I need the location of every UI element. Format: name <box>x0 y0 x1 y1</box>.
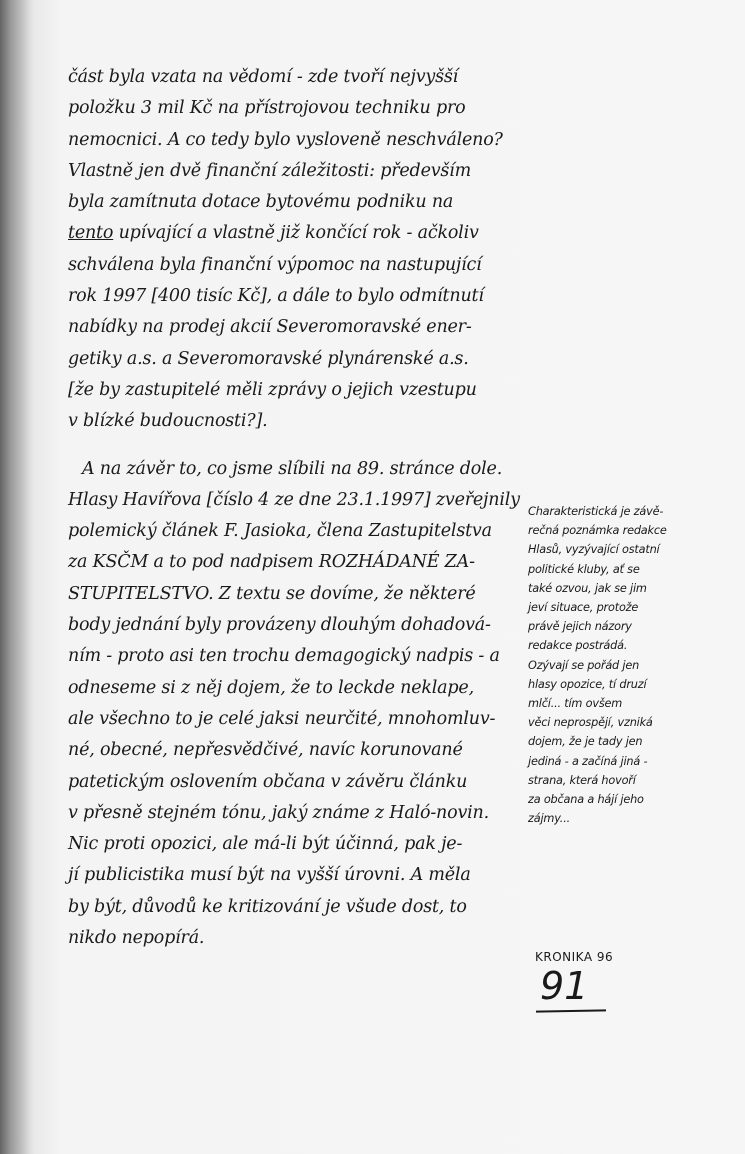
text-line: getiky a.s. a Severomoravské plynárenské a.s. <box>68 348 469 369</box>
text-line: Hlasy Havířova [číslo 4 ze dne 23.1.1997] zveřejnily <box>68 489 520 510</box>
note-line: redakce postrádá. <box>528 639 628 653</box>
text-line: schválena byla finanční výpomoc na nastupující <box>68 254 482 275</box>
note-line: Charakteristická je závě- <box>528 505 664 518</box>
text-line: by být, důvodů ke kritizování je všude dost, to <box>68 896 467 917</box>
text-line: STUPITELSTVO. Z textu se dovíme, že některé <box>68 583 476 604</box>
text-line <box>68 218 538 249</box>
note-line: dojem, že je tady jen <box>528 735 643 749</box>
margin-note <box>528 502 728 828</box>
note-line: jediná - a začíná jiná - <box>528 754 648 768</box>
text-line: Vlastně jen dvě finanční záležitosti: především <box>68 160 471 181</box>
note-line: strana, která hovoří <box>528 773 636 787</box>
page-number: 91 <box>540 964 589 1008</box>
text-line: v přesně stejném tónu, jaký známe z Haló-novin. <box>68 802 489 823</box>
chronicle-label: KRONIKA 96 <box>535 950 614 964</box>
text-line: ale všechno to je celé jaksi neurčité, mnohomluv- <box>68 708 496 729</box>
text-line: [že by zastupitelé měli zprávy o jejich vzestupu <box>68 379 477 400</box>
text-line: nabídky na prodej akcií Severomoravské ener- <box>68 317 472 338</box>
text-line: část byla vzata na vědomí - zde tvoří nejvyšší <box>68 67 459 87</box>
note-line: také ozvou, jak se jim <box>528 581 647 595</box>
text-line: patetickým oslovením občana v závěru článku <box>68 771 468 792</box>
text-line-rest: upívající a vlastně již končící rok - ačkoliv <box>113 223 479 244</box>
text-line: body jednání byly provázeny dlouhým dohadová- <box>68 615 491 636</box>
text-line: polemický článek F. Jasioka, člena Zastupitelstva <box>68 521 492 542</box>
main-text-column <box>68 62 538 954</box>
paragraph-gap <box>68 438 538 454</box>
note-line: věci neprospějí, vzniká <box>528 716 653 730</box>
note-line: za občana a hájí jeho <box>528 793 644 807</box>
text-line: né, obecné, nepřesvědčivé, navíc korunované <box>68 740 463 761</box>
note-line: zájmy... <box>528 812 570 826</box>
note-line: hlasy opozice, tí druzí <box>528 677 647 691</box>
text-line: ním - proto asi ten trochu demagogický nadpis - a <box>68 646 500 667</box>
text-line: A na závěr to, co jsme slíbili na 89. stránce dole. <box>82 458 503 479</box>
text-line: rok 1997 [400 tisíc Kč], a dále to bylo odmítnutí <box>68 286 484 307</box>
note-line: politické kluby, ať se <box>528 562 640 576</box>
note-line: rečná poznámka redakce <box>528 524 667 538</box>
text-line: odneseme si z něj dojem, že to leckde neklape, <box>68 677 474 698</box>
binding-shadow <box>0 0 34 1154</box>
text-line: položku 3 mil Kč na přístrojovou techniku pro <box>68 98 466 119</box>
note-line: jeví situace, protože <box>528 601 639 615</box>
text-line: za KSČM a to pod nadpisem ROZHÁDANÉ ZA- <box>68 552 475 573</box>
text-line: nemocnici. A co tedy bylo vysloveně neschváleno? <box>68 129 503 150</box>
note-line: právě jejich názory <box>528 620 632 634</box>
note-line: Hlasů, vyzývající ostatní <box>528 543 660 557</box>
note-line: Ozývají se pořád jen <box>528 658 640 672</box>
text-line: Nic proti opozici, ale má-li být účinná, pak je- <box>68 834 463 855</box>
page-number-underline <box>536 1009 606 1012</box>
text-line: nikdo nepopírá. <box>68 928 205 949</box>
text-line: byla zamítnuta dotace bytovému podniku na <box>68 192 454 213</box>
underlined-word: tento <box>68 223 114 244</box>
text-line: jí publicistika musí být na vyšší úrovni. A měla <box>68 865 471 886</box>
text-line: v blízké budoucnosti?]. <box>68 411 268 432</box>
note-line: mlčí... tím ovšem <box>528 697 623 711</box>
